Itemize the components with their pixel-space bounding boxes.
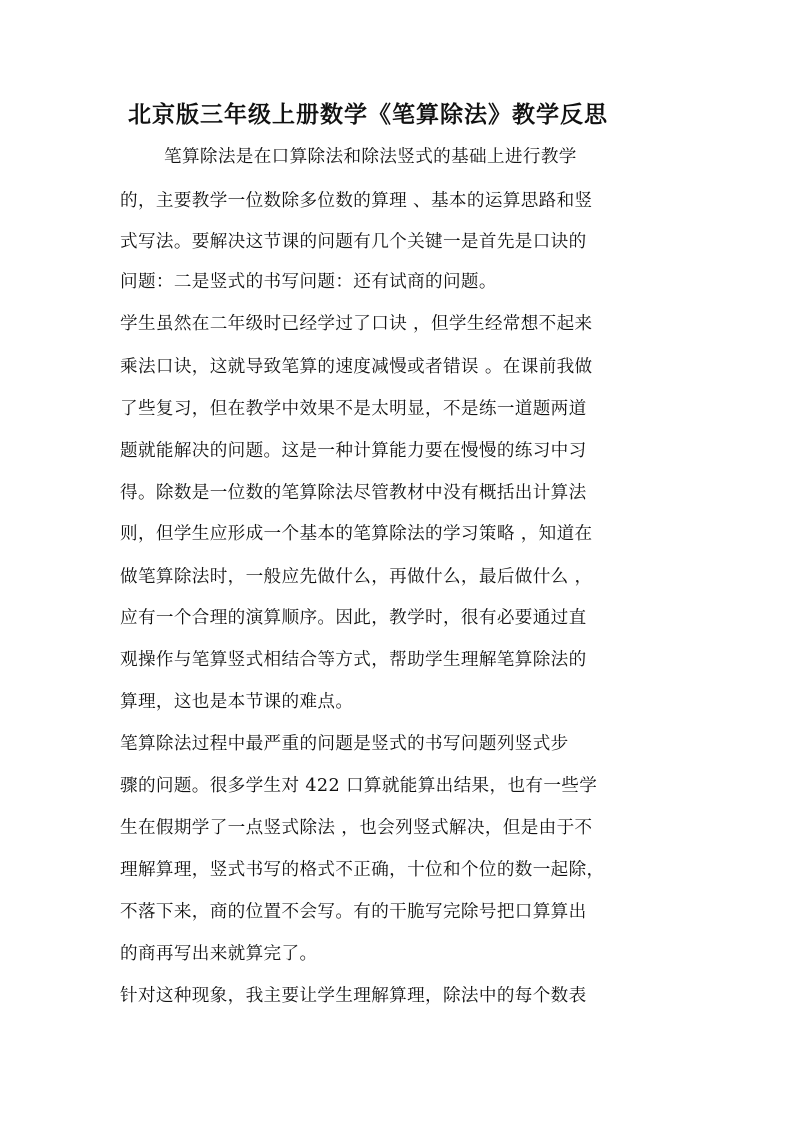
paragraph-line: 笔算除法是在口算除法和除法竖式的基础上进行教学 bbox=[164, 147, 577, 167]
paragraph-line: 应有一个合理的演算顺序。因此，教学时，很有必要通过直 bbox=[120, 608, 587, 628]
paragraph-line: 题就能解决的问题。这是一种计算能力要在慢慢的练习中习 bbox=[120, 441, 587, 461]
paragraph-line: 的，主要教学一位数除多位数的算理 、基本的运算思路和竖 bbox=[120, 191, 593, 211]
paragraph-line: 生在假期学了一点竖式除法 ，也会列竖式解决，但是由于不 bbox=[120, 818, 593, 838]
paragraph-line: 得。除数是一位数的笔算除法尽管教材中没有概括出计算法 bbox=[120, 483, 587, 503]
paragraph-line: 学生虽然在二年级时已经学过了口诀 ，但学生经常想不起来 bbox=[120, 314, 593, 334]
paragraph-line: 针对这种现象，我主要让学生理解算理，除法中的每个数表 bbox=[120, 986, 587, 1006]
document-title: 北京版三年级上册数学《笔算除法》教学反思 bbox=[128, 101, 608, 128]
paragraph-line: 理解算理，竖式书写的格式不正确，十位和个位的数一起除， bbox=[120, 860, 605, 880]
paragraph-line: 不落下来，商的位置不会写。有的干脆写完除号把口算算出 bbox=[120, 902, 587, 922]
paragraph-line: 则，但学生应形成一个基本的笔算除法的学习策略 ，知道在 bbox=[120, 524, 593, 544]
paragraph-line: 乘法口诀，这就导致笔算的速度减慢或者错误 。在课前我做 bbox=[120, 357, 593, 377]
paragraph-line: 笔算除法过程中最严重的问题是竖式的书写问题列竖式步 bbox=[120, 734, 569, 754]
paragraph-line: 问题：二是竖式的书写问题：还有试商的问题。 bbox=[120, 272, 497, 292]
paragraph-line: 式写法。要解决这节课的问题有几个关键一是首先是口诀的 bbox=[120, 232, 587, 252]
paragraph-line: 做笔算除法时，一般应先做什么，再做什么，最后做什么 ， bbox=[120, 567, 593, 587]
paragraph-line: 骤的问题。很多学生对 422 口算就能算出结果，也有一些学 bbox=[120, 776, 598, 796]
paragraph-line: 观操作与笔算竖式相结合等方式，帮助学生理解笔算除法的 bbox=[120, 650, 587, 670]
paragraph-line: 的商再写出来就算完了。 bbox=[120, 944, 318, 964]
paragraph-line: 算理，这也是本节课的难点。 bbox=[120, 692, 354, 712]
paragraph-line: 了些复习，但在教学中效果不是太明显，不是练一道题两道 bbox=[120, 399, 587, 419]
